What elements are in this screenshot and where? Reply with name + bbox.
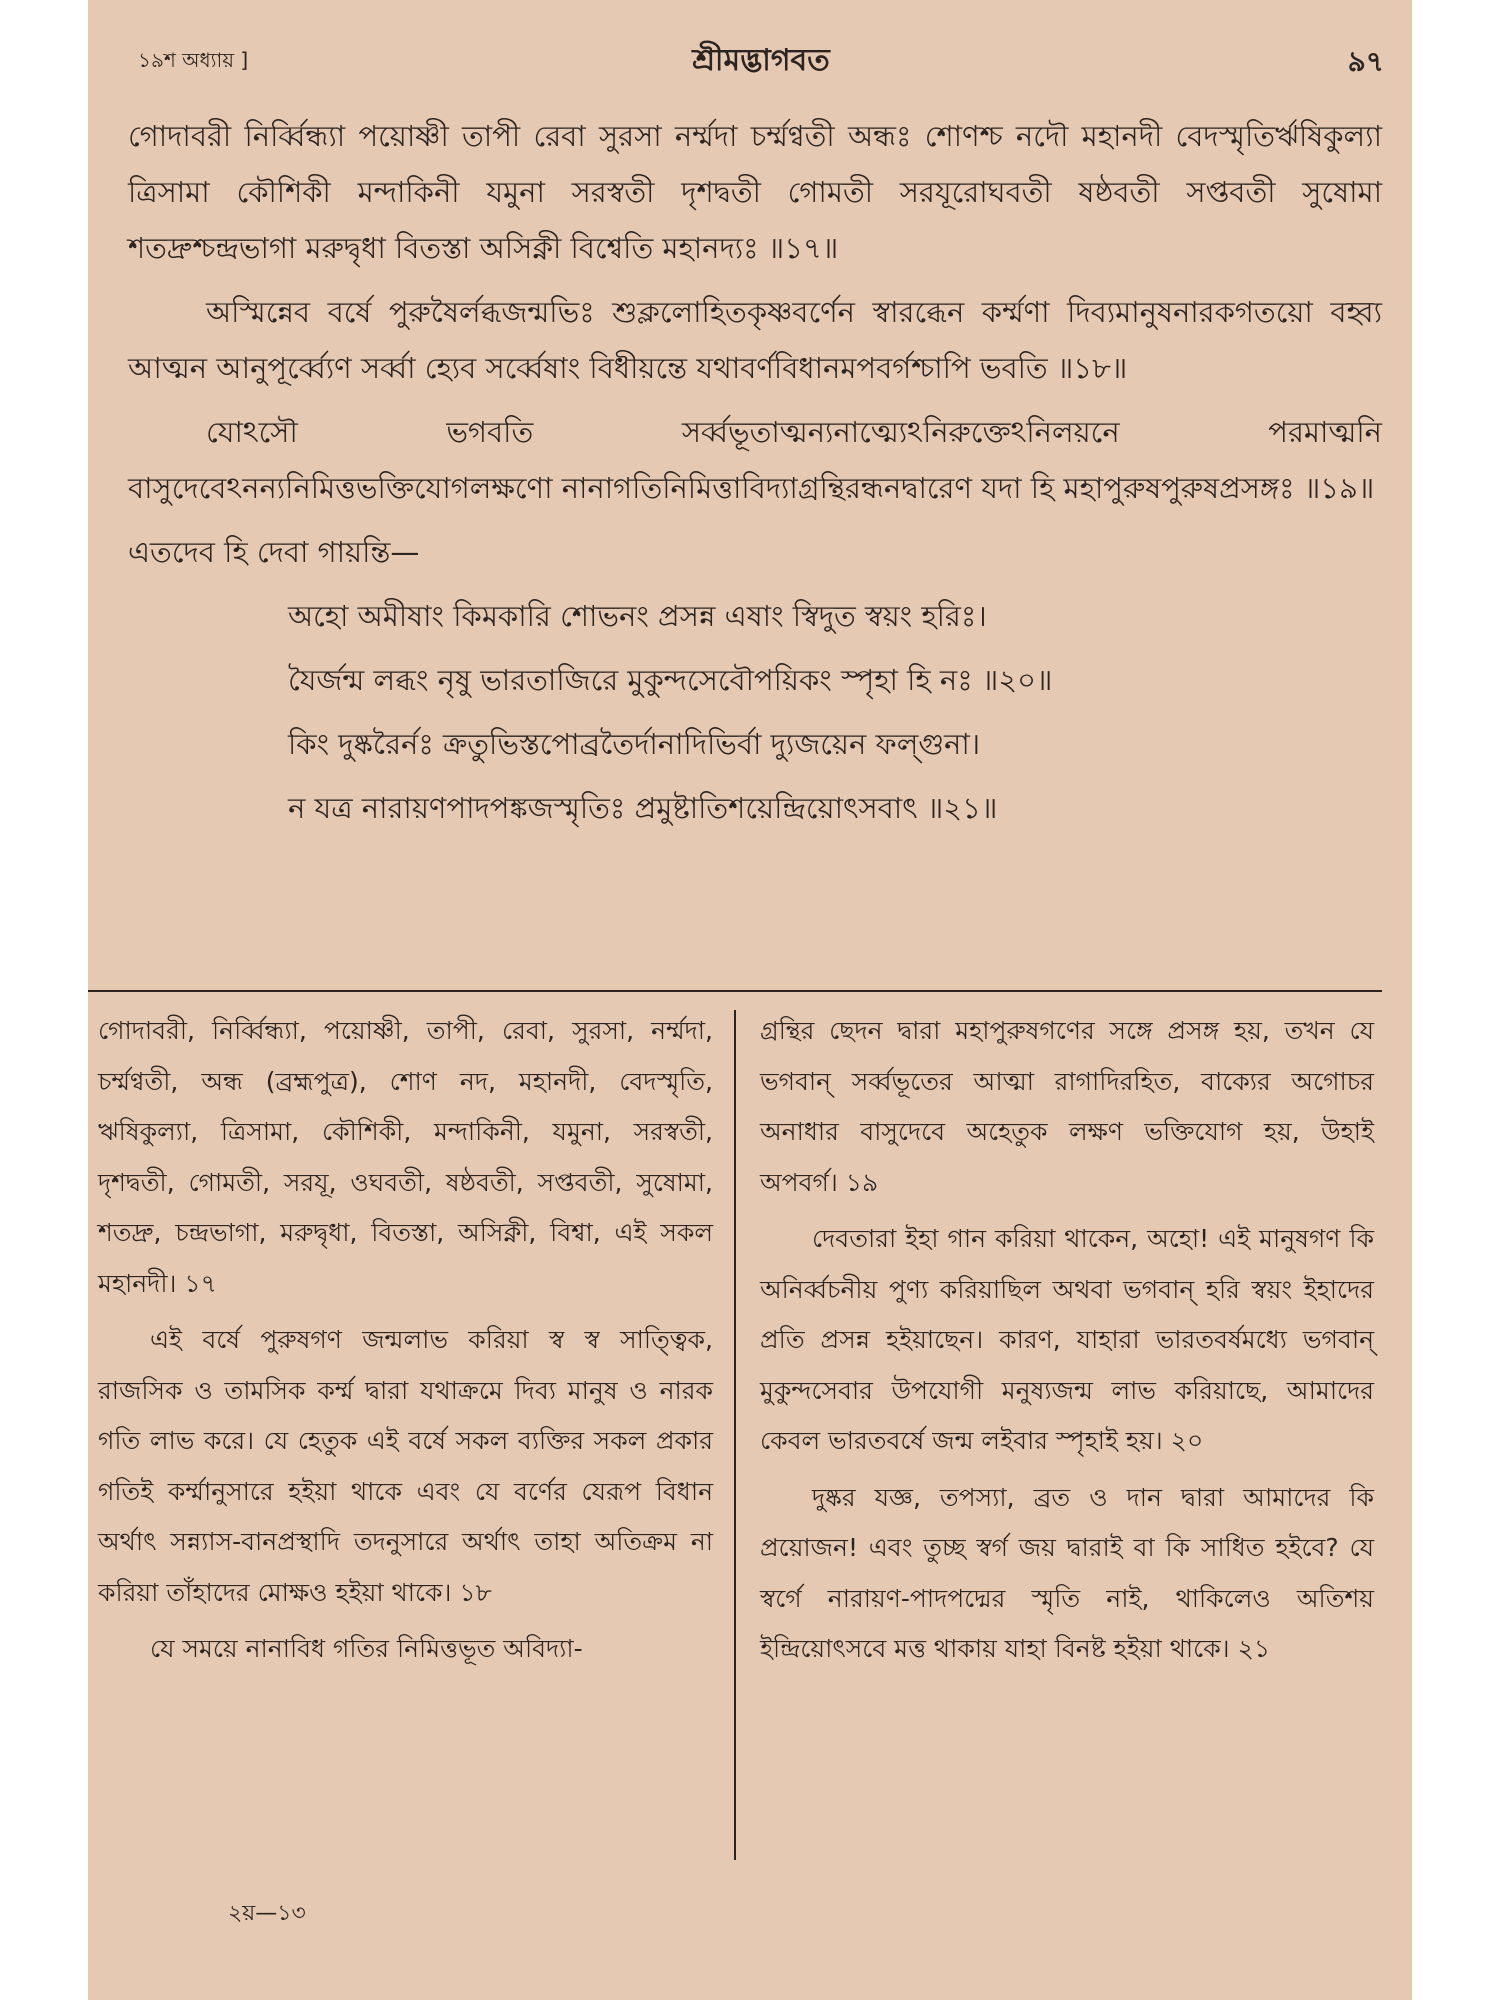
translation-paragraph-21: দুষ্কর যজ্ঞ, তপস্যা, ব্রত ও দান দ্বারা আমাদের কি প্রয়োজন! এবং তুচ্ছ স্বর্গ জয় দ্বারাই বা কি সাধিত হইবে? যে স্বর্গে নারায়ণ-পাদপদ্মের স্মৃতি নাই, থাকিলেও অতিশয় ইন্দ্রিয়োৎসবে মত্ত থাকায় যাহা বিনষ্ট হইয়া থাকে। ২১	[760, 1482, 1374, 1663]
verse-line: কিং দুষ্করৈর্নঃ ক্রতুভিস্তপোব্রতৈর্দানাদিভির্বা দ্যুজয়েন ফল্গুনা।	[288, 727, 981, 761]
running-head	[138, 36, 1384, 84]
book-page	[88, 0, 1412, 2000]
book-title: শ্রীমদ্ভাগবত	[692, 43, 830, 78]
verse-line: যৈর্জন্ম লব্ধং নৃষু ভারতাজিরে মুকুন্দসেবৌপয়িকং স্পৃহা হি নঃ ॥২০॥	[288, 663, 1053, 697]
page-number: ৯৭	[1347, 45, 1384, 78]
translation-right-column	[760, 1006, 1374, 1681]
signature-mark: ২য়—১৩	[228, 1901, 306, 1926]
translation-paragraph-20: দেবতারা ইহা গান করিয়া থাকেন, অহো! এই মানুষগণ কি অনির্ব্বচনীয় পুণ্য করিয়াছিল অথবা ভগবান্ হরি স্বয়ং ইহাদের প্রতি প্রসন্ন হইয়াছেন। কারণ, যাহারা ভারতবর্ষমধ্যে ভগবান্ মুকুন্দসেবার উপযোগী মনুষ্যজন্ম লাভ করিয়াছে, আমাদের কেবল ভারতবর্ষে জন্ম লইবার স্পৃহাই হয়। ২০	[760, 1224, 1374, 1455]
translation-paragraph-19-end: গ্রন্থির ছেদন দ্বারা মহাপুরুষগণের সঙ্গে প্রসঙ্গ হয়, তখন যে ভগবান্ সর্ব্বভূতের আত্মা রাগাদিরহিত, বাক্যের অগোচর অনাধার বাসুদেবে অহেতুক লক্ষণ ভক্তিযোগ হয়, উহাই অপবর্গ। ১৯	[760, 1016, 1374, 1197]
sanskrit-text	[128, 108, 1382, 844]
sanskrit-paragraph-18: অস্মিন্নেব বর্ষে পুরুষৈর্লব্ধজন্মভিঃ শুক্ললোহিতকৃষ্ণবর্ণেন স্বারব্ধেন কর্ম্মণা দিব্যমানুষনারকগতয়ো বহ্ব্য আত্মন আনুপূর্ব্ব্যেণ সর্ব্বা হ্যেব সর্ব্বেষাং বিধীয়ন্তে যথাবর্ণবিধানমপবর্গশ্চাপি ভবতি ॥১৮॥	[128, 295, 1382, 385]
column-divider	[734, 1010, 736, 1860]
invocation-line: এতদেব হি দেবা গায়ন্তি—	[128, 535, 420, 569]
translation-paragraph-18: এই বর্ষে পুরুষগণ জন্মলাভ করিয়া স্ব স্ব সাত্ত্বিক, রাজসিক ও তামসিক কর্ম্ম দ্বারা যথাক্রমে দিব্য মানুষ ও নারক গতি লাভ করে। যে হেতুক এই বর্ষে সকল ব্যক্তির সকল প্রকার গতিই কর্ম্মানুসারে হইয়া থাকে এবং যে বর্ণের যেরূপ বিধান অর্থাৎ সন্ন্যাস-বানপ্রস্থাদি তদনুসারে অর্থাৎ তাহা অতিক্রম না করিয়া তাঁহাদের মোক্ষও হইয়া থাকে। ১৮	[98, 1325, 713, 1607]
translation-paragraph-17: গোদাবরী, নির্ব্বিন্ধ্যা, পয়োষ্ণী, তাপী, রেবা, সুরসা, নর্ম্মদা, চর্ম্মণ্বতী, অন্ধ (ব্রহ্মপুত্র), শোণ নদ, মহানদী, বেদস্মৃতি, ঋষিকুল্যা, ত্রিসামা, কৌশিকী, মন্দাকিনী, যমুনা, সরস্বতী, দৃশদ্বতী, গোমতী, সরযূ, ওঘবতী, ষষ্ঠবতী, সপ্তবতী, সুষোমা, শতদ্রু, চন্দ্রভাগা, মরুদ্বৃধা, বিতস্তা, অসিক্নী, বিশ্বা, এই সকল মহানদী। ১৭	[98, 1016, 713, 1298]
translation-paragraph-19-start: যে সময়ে নানাবিধ গতির নিমিত্তভূত অবিদ্যা-	[150, 1634, 583, 1663]
verse-line: ন যত্র নারায়ণপাদপঙ্কজস্মৃতিঃ প্রমুষ্টাতিশয়েন্দ্রিয়োৎসবাৎ ॥২১॥	[288, 791, 998, 825]
section-divider	[88, 990, 1382, 992]
translation-left-column	[98, 1006, 713, 1681]
sanskrit-paragraph-17: গোদাবরী নির্ব্বিন্ধ্যা পয়োষ্ণী তাপী রেবা সুরসা নর্ম্মদা চর্ম্মণ্বতী অন্ধঃ শোণশ্চ নদৌ মহানদী বেদস্মৃতির্ঋষিকুল্যা ত্রিসামা কৌশিকী মন্দাকিনী যমুনা সরস্বতী দৃশদ্বতী গোমতী সরযূরোঘবতী ষষ্ঠবতী সপ্তবতী সুষোমা শতদ্রুশ্চন্দ্রভাগা মরুদ্বৃধা বিতস্তা অসিক্নী বিশ্বেতি মহানদ্যঃ ॥১৭॥	[128, 119, 1382, 265]
verse-line: অহো অমীষাং কিমকারি শোভনং প্রসন্ন এষাং স্বিদুত স্বয়ং হরিঃ।	[288, 599, 987, 633]
chapter-label: ১৯শ অধ্যায় ]	[138, 48, 249, 72]
sanskrit-paragraph-19: যোঽসৌ ভগবতি সর্ব্বভূতাত্মন্যনাত্ম্যেঽনিরুক্তেঽনিলয়নে পরমাত্মনি বাসুদেবেঽনন্যনিমিত্তভক্তিযোগলক্ষণো নানাগতিনিমিত্তাবিদ্যাগ্রন্থিরন্ধনদ্বারেণ যদা হি মহাপুরুষপুরুষপ্রসঙ্গঃ ॥১৯॥	[128, 415, 1382, 505]
